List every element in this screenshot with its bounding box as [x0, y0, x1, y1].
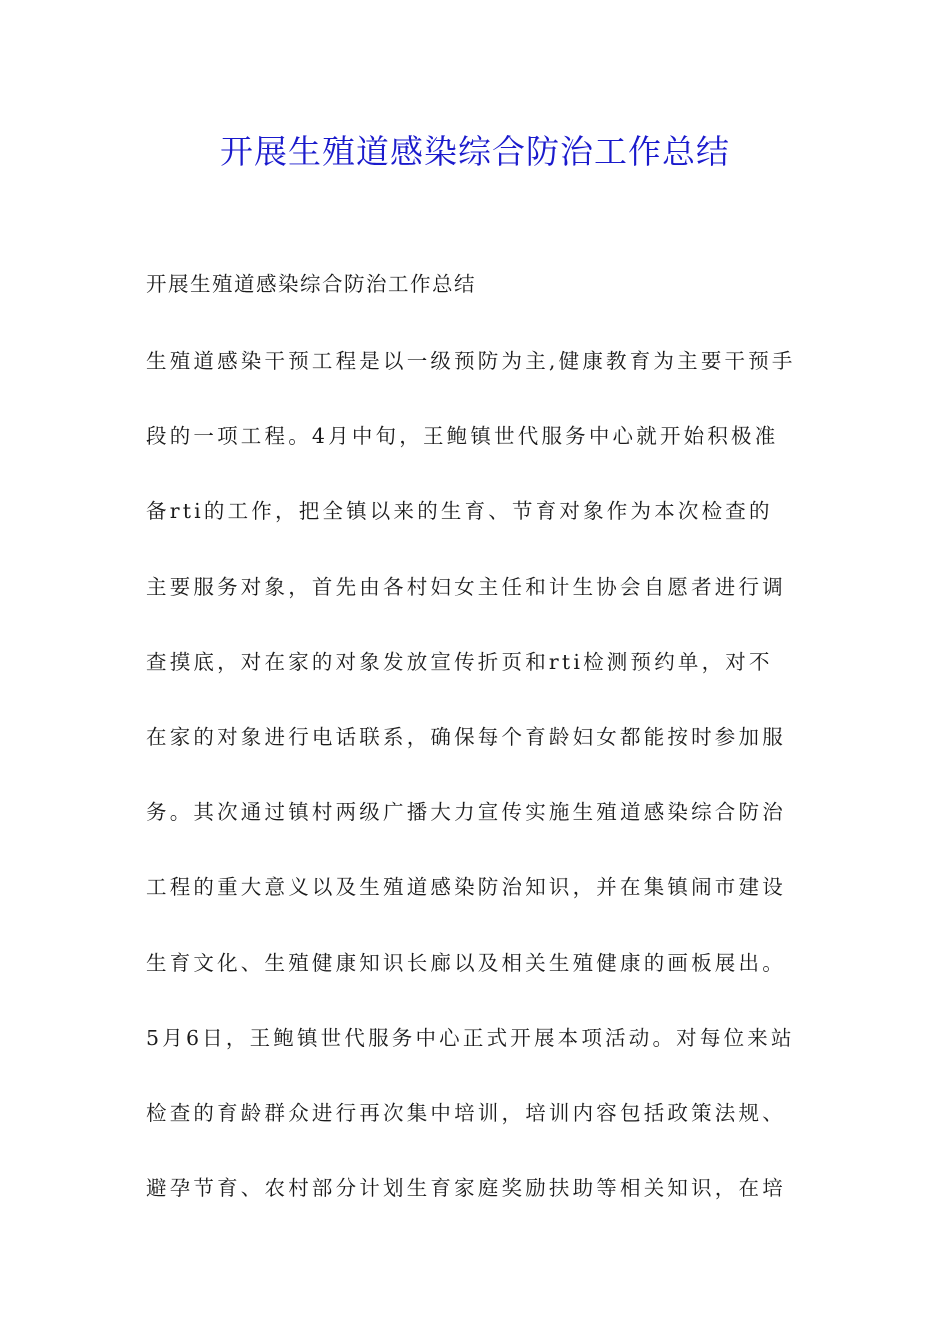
body-line: 段的一项工程。4月中旬，王鲍镇世代服务中心就开始积极准: [146, 424, 779, 449]
body-line: 生殖道感染干预工程是以一级预防为主,健康教育为主要干预手: [146, 349, 796, 373]
body-line: 生育文化、生殖健康知识长廊以及相关生殖健康的画板展出。: [146, 950, 786, 975]
body-line: 工程的重大意义以及生殖道感染防治知识，并在集镇闹市建设: [146, 875, 786, 900]
body-line: 主要服务对象，首先由各村妇女主任和计生协会自愿者进行调: [146, 574, 786, 599]
document-title: 开展生殖道感染综合防治工作总结: [220, 132, 730, 171]
document-subtitle: 开展生殖道感染综合防治工作总结: [146, 272, 476, 296]
body-line: 检查的育龄群众进行再次集中培训，培训内容包括政策法规、: [146, 1100, 786, 1125]
body-line: 避孕节育、农村部分计划生育家庭奖励扶助等相关知识，在培: [146, 1176, 786, 1201]
body-line: 5月6日，王鲍镇世代服务中心正式开展本项活动。对每位来站: [146, 1025, 795, 1050]
document-body: [146, 344, 826, 1246]
body-line: 备rti的工作，把全镇以来的生育、节育对象作为本次检查的: [146, 499, 773, 524]
body-line: 查摸底，对在家的对象发放宣传折页和rti检测预约单，对不: [146, 649, 773, 674]
body-line: 在家的对象进行电话联系，确保每个育龄妇女都能按时参加服: [146, 724, 786, 749]
body-line: 务。其次通过镇村两级广播大力宣传实施生殖道感染综合防治: [146, 800, 786, 825]
